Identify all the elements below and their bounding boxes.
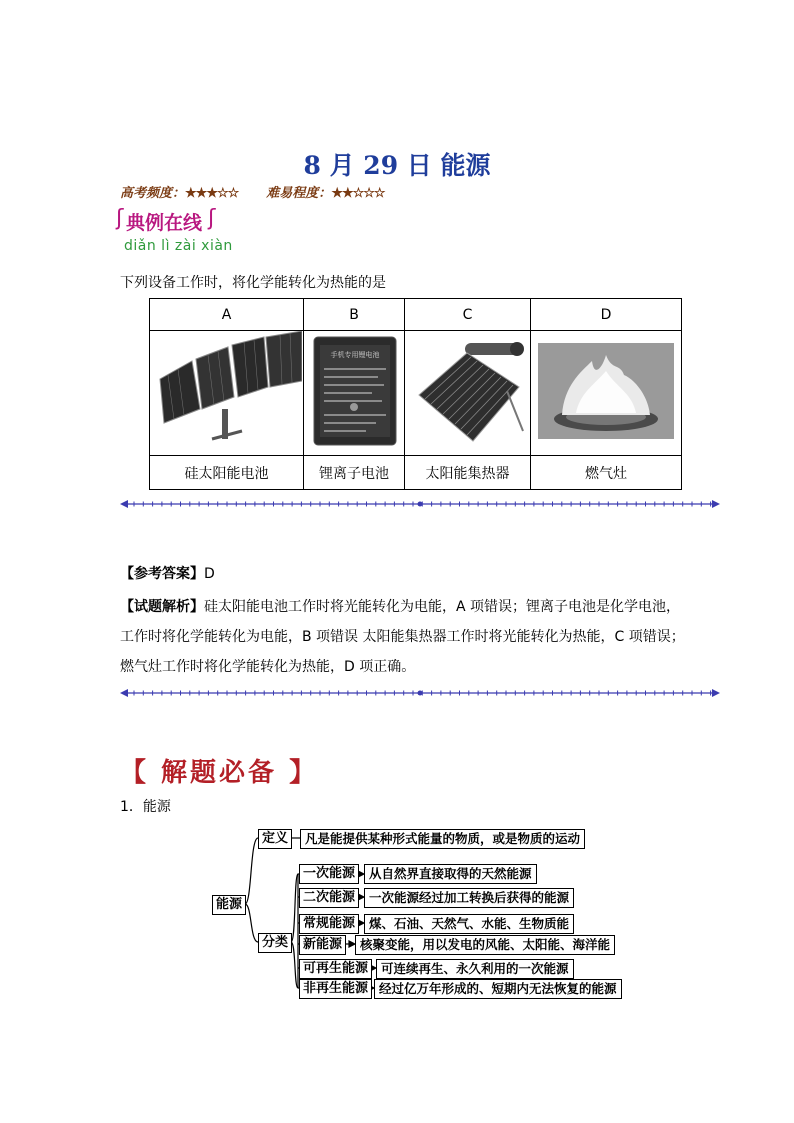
option-letter-d: D	[531, 299, 682, 331]
analysis-label: 【试题解析】	[120, 599, 204, 615]
right-swirl-icon: ʃ	[208, 206, 216, 231]
term-secondary-energy: 二次能源	[299, 888, 359, 908]
gas-flame-icon	[536, 341, 676, 441]
option-image-c	[405, 331, 531, 456]
option-caption-b: 锂离子电池	[304, 456, 405, 490]
badge-pinyin: diǎn lì zài xiàn	[124, 238, 233, 254]
definition-node: 定义	[258, 829, 292, 849]
analysis-line-1: 硅太阳能电池工作时将光能转化为电能，A 项错误；锂离子电池是化学电池，	[204, 599, 681, 615]
option-letter-c: C	[405, 299, 531, 331]
option-caption-c: 太阳能集热器	[405, 456, 531, 490]
term-new-energy: 新能源	[299, 935, 346, 955]
reference-answer	[120, 563, 215, 583]
question-text: 下列设备工作时，将化学能转化为热能的是	[120, 275, 386, 291]
option-letter-a: A	[150, 299, 304, 331]
options-table	[149, 298, 682, 490]
option-image-a	[150, 331, 304, 456]
option-caption-a: 硅太阳能电池	[150, 456, 304, 490]
root-node: 能源	[212, 895, 246, 915]
difficulty-stars: ★★☆☆☆	[331, 186, 385, 201]
option-letter-b: B	[304, 299, 405, 331]
frequency-stars: ★★★☆☆	[185, 186, 239, 201]
solar-panel-icon	[152, 331, 302, 451]
option-caption-d: 燃气灶	[531, 456, 682, 490]
option-image-d	[531, 331, 682, 456]
term-renewable-energy: 可再生能源	[299, 959, 372, 979]
desc-new-energy: 核聚变能，用以发电的风能、太阳能、海洋能	[355, 935, 615, 955]
battery-icon	[306, 331, 402, 451]
badge-title: 典例在线	[126, 212, 203, 234]
analysis-line-2: 工作时将化学能转化为电能，B 项错误 太阳能集热器工作时将光能转化为热能，C 项错误；	[120, 629, 685, 645]
answer-value: D	[204, 566, 215, 582]
term-conventional-energy: 常规能源	[299, 914, 359, 934]
desc-primary-energy: 从自然界直接取得的天然能源	[364, 864, 537, 884]
desc-nonrenewable-energy: 经过亿万年形成的、短期内无法恢复的能源	[374, 979, 622, 999]
desc-renewable-energy: 可连续再生、永久利用的一次能源	[376, 959, 574, 979]
classification-node: 分类	[258, 933, 292, 953]
solar-heater-icon	[407, 331, 529, 451]
analysis-line-3: 燃气灶工作时将化学能转化为热能，D 项正确。	[120, 659, 416, 675]
battery-label: 手机专用锂电池	[330, 351, 380, 359]
page-title: 8 月 29 日 能源	[303, 151, 491, 180]
analysis-block	[120, 592, 700, 682]
option-image-b	[304, 331, 405, 456]
desc-secondary-energy: 一次能源经过加工转换后获得的能源	[364, 888, 574, 908]
desc-conventional-energy: 煤、石油、天然气、水能、生物质能	[364, 914, 574, 934]
difficulty-label: 难易程度：	[266, 186, 332, 201]
left-swirl-icon: ʃ	[116, 206, 124, 231]
subheading: 1．能源	[120, 799, 171, 815]
section-title: 【 解题必备 】	[120, 758, 319, 788]
meta-line	[120, 182, 385, 201]
term-nonrenewable-energy: 非再生能源	[299, 979, 372, 999]
answer-label: 【参考答案】	[120, 566, 204, 582]
section-divider	[120, 497, 720, 511]
typical-example-badge	[116, 204, 258, 260]
definition-text: 凡是能提供某种形式能量的物质，或是物质的运动	[300, 829, 585, 849]
energy-diagram	[200, 822, 620, 1002]
term-primary-energy: 一次能源	[299, 864, 359, 884]
frequency-label: 高考频度：	[120, 186, 186, 201]
section-divider-2	[120, 686, 720, 700]
